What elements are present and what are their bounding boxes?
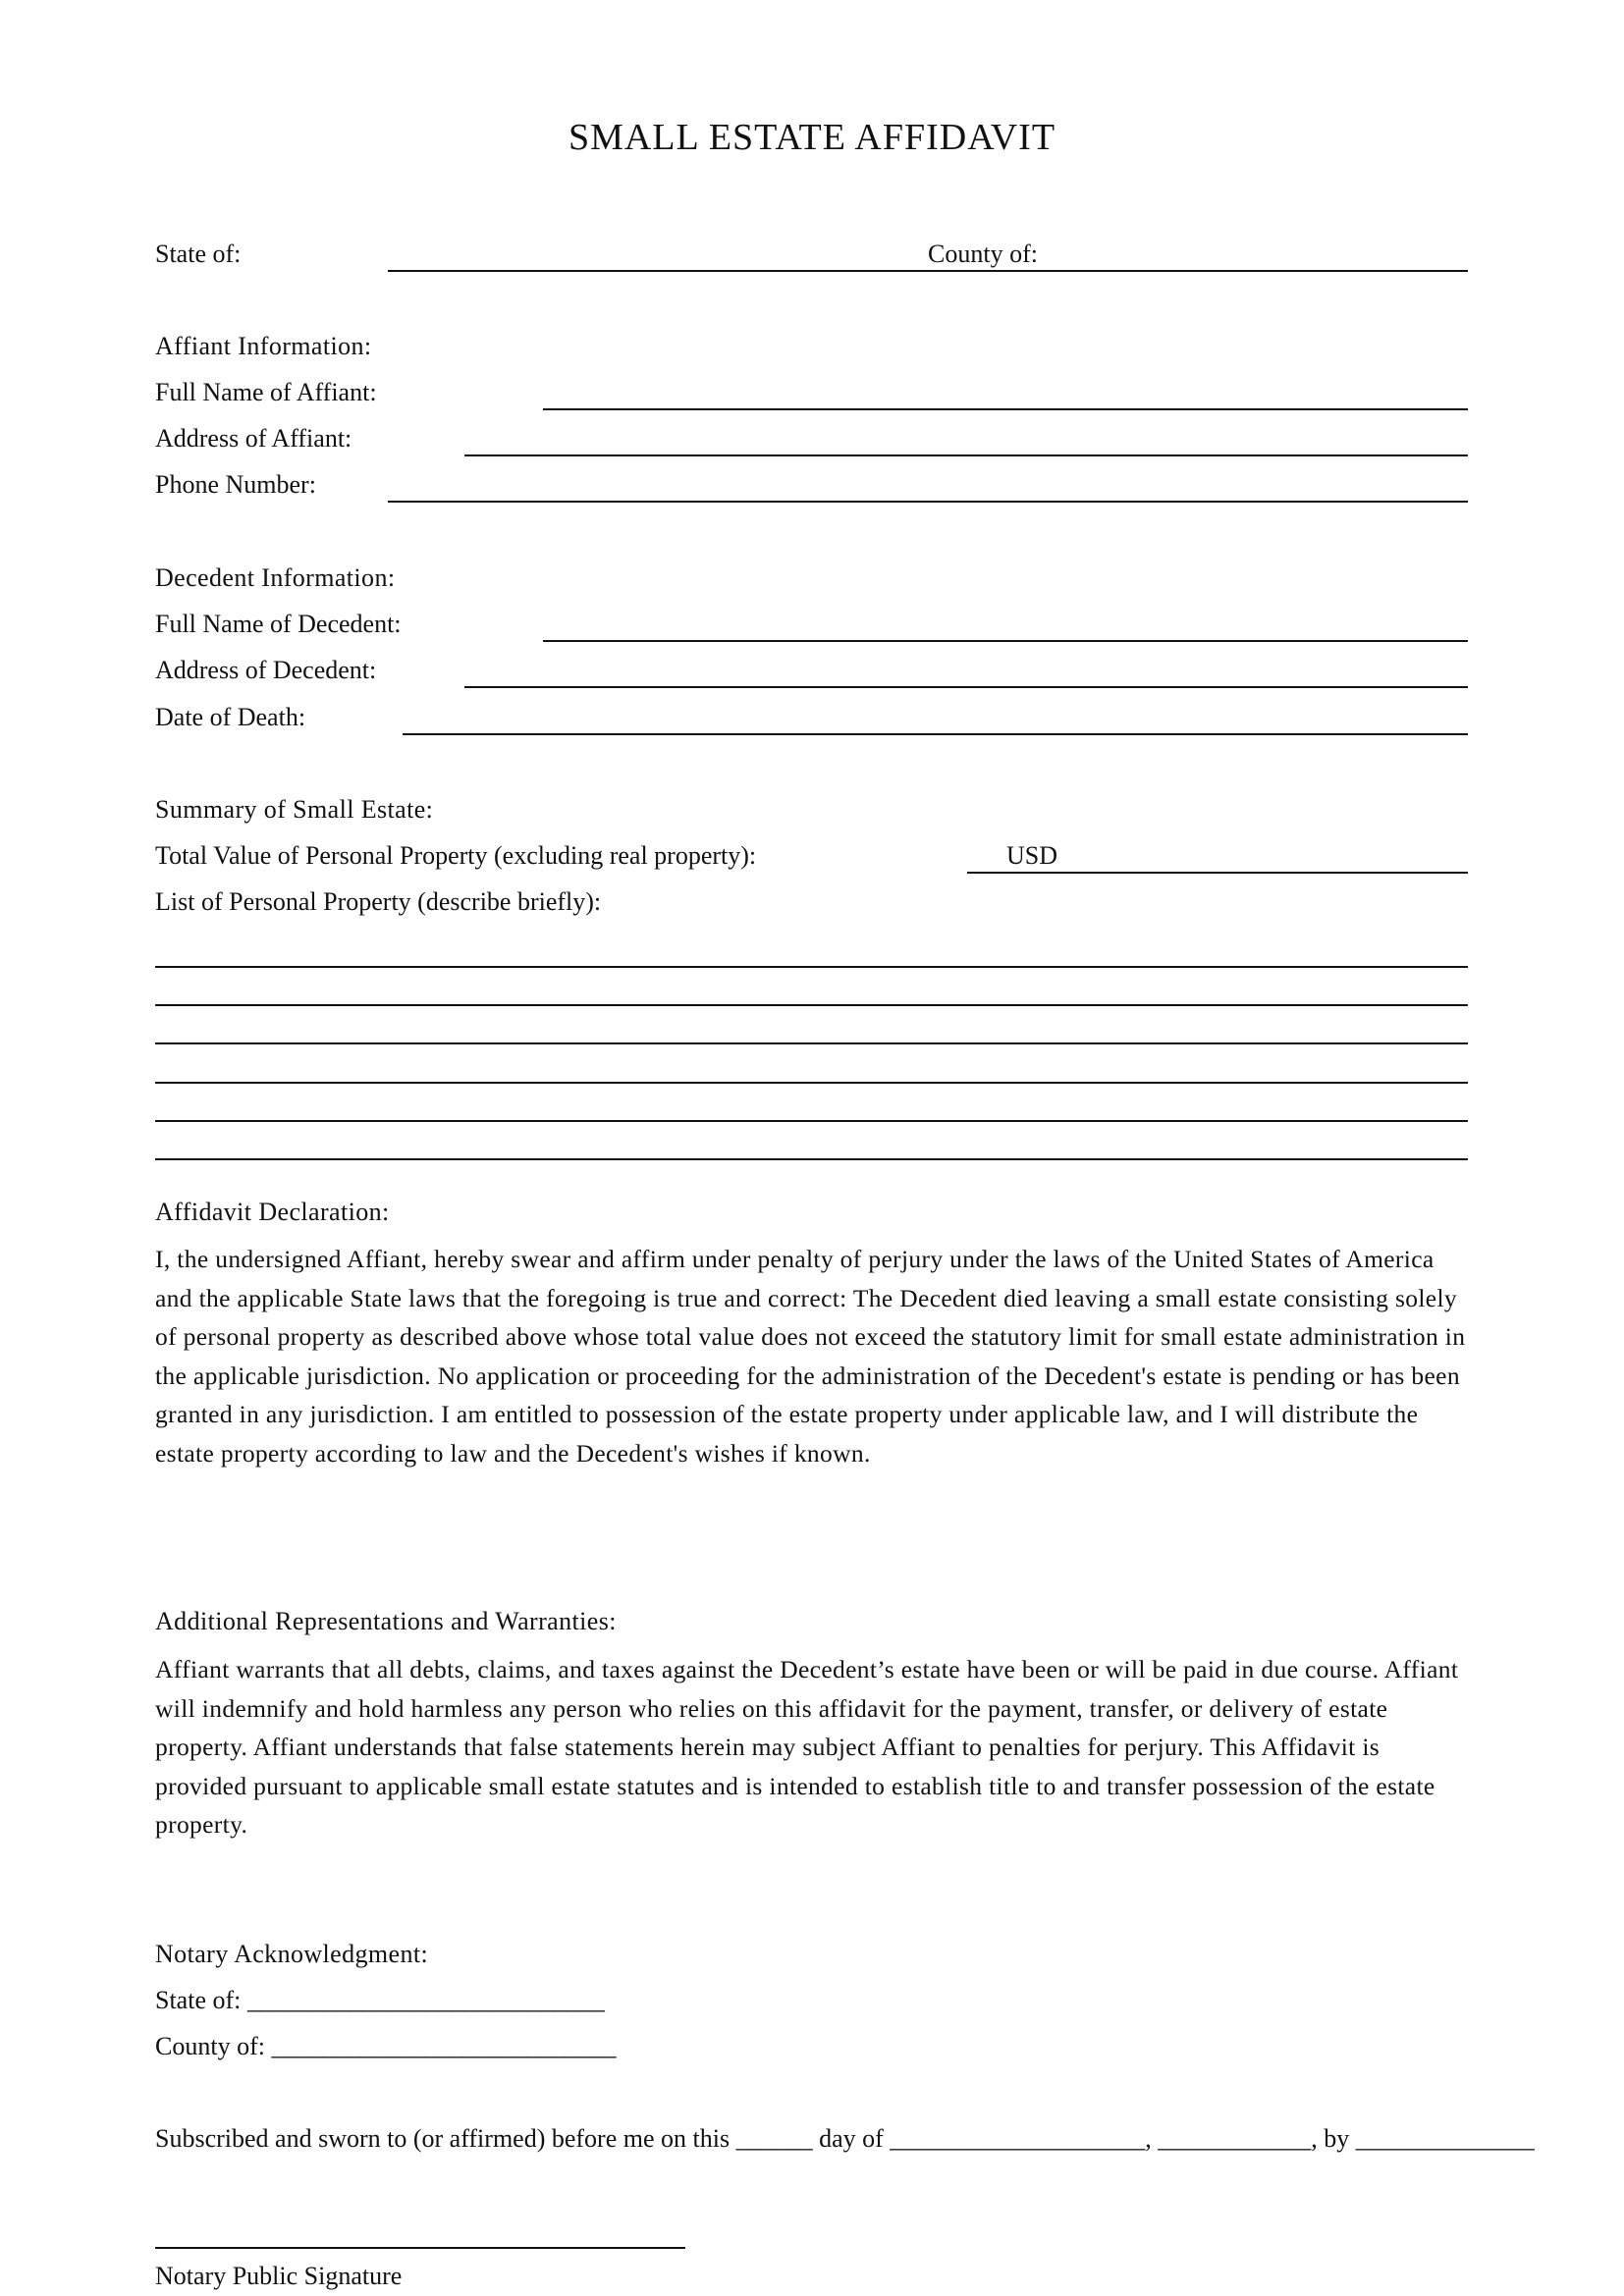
property-list-line[interactable] [155, 1158, 1468, 1160]
warranties-text: Affiant warrants that all debts, claims, and taxes against the Decedent’s estate have been or will be paid in due course. Affiant will indemnify and hold harmless any person who relies on this affidavit for the payment, transfer, or delivery of estate property. Affiant understands that false statements herein may subject Affiant to penalties for perjury. This Affidavit is provided pursuant to applicable small estate statutes and is intended to establish title to and transfer possession of the estate property. [155, 1655, 1459, 1840]
notary-county-line[interactable]: County of: ___________________________ [155, 2032, 617, 2060]
notary-state-line[interactable]: State of: ____________________________ [155, 1986, 605, 2014]
property-list-line[interactable] [155, 1004, 1468, 1006]
affiant-full-name-label: Full Name of Affiant: [155, 378, 377, 406]
notary-signature-line[interactable] [155, 2247, 685, 2249]
notary-signature-label: Notary Public Signature [155, 2262, 403, 2290]
declaration-heading: Affidavit Declaration: [155, 1198, 390, 1226]
state-field-line[interactable] [388, 270, 1468, 272]
decedent-full-name-label: Full Name of Decedent: [155, 610, 402, 638]
document-title: SMALL ESTATE AFFIDAVIT [568, 117, 1056, 158]
property-list-line[interactable] [155, 1082, 1468, 1084]
date-of-death-label: Date of Death: [155, 703, 306, 731]
currency-label: USD [1006, 841, 1058, 870]
property-list-label: List of Personal Property (describe briefly): [155, 887, 602, 916]
county-label: County of: [928, 240, 1038, 268]
sworn-statement-line[interactable]: Subscribed and sworn to (or affirmed) before me on this ______ day of ____________________, ____________, by ______________ [155, 2124, 1535, 2153]
total-value-line[interactable] [967, 872, 1468, 874]
notary-heading: Notary Acknowledgment: [155, 1940, 429, 1968]
decedent-section-heading: Decedent Information: [155, 563, 396, 592]
affiant-phone-label: Phone Number: [155, 470, 316, 499]
affiant-phone-line[interactable] [388, 501, 1468, 503]
decedent-address-label: Address of Decedent: [155, 656, 377, 684]
affiant-full-name-line[interactable] [543, 408, 1468, 410]
declaration-text: I, the undersigned Affiant, hereby swear and affirm under penalty of perjury under the laws of the United States of America and the applicable State laws that the foregoing is true and correct: The Decedent died leaving a small estate consisting solely of personal property as described above whose total value does not exceed the statutory limit for small estate administration in the applicable jurisdiction. No application or proceeding for the administration of the Decedent's estate is pending or has been granted in any jurisdiction. I am entitled to possession of the estate property under applicable law, and I will distribute the estate property according to law and the Decedent's wishes if known. [155, 1245, 1466, 1468]
total-value-label: Total Value of Personal Property (excluding real property): [155, 841, 757, 870]
decedent-address-line[interactable] [464, 686, 1468, 688]
affiant-address-line[interactable] [464, 454, 1468, 456]
decedent-full-name-line[interactable] [543, 640, 1468, 642]
affiant-section-heading: Affiant Information: [155, 332, 372, 360]
date-of-death-line[interactable] [403, 733, 1468, 735]
estate-section-heading: Summary of Small Estate: [155, 795, 434, 824]
affiant-address-label: Address of Affiant: [155, 424, 352, 453]
warranties-heading: Additional Representations and Warranties: [155, 1607, 617, 1635]
property-list-line[interactable] [155, 1120, 1468, 1122]
property-list-line[interactable] [155, 966, 1468, 968]
state-label: State of: [155, 240, 242, 268]
property-list-line[interactable] [155, 1042, 1468, 1044]
